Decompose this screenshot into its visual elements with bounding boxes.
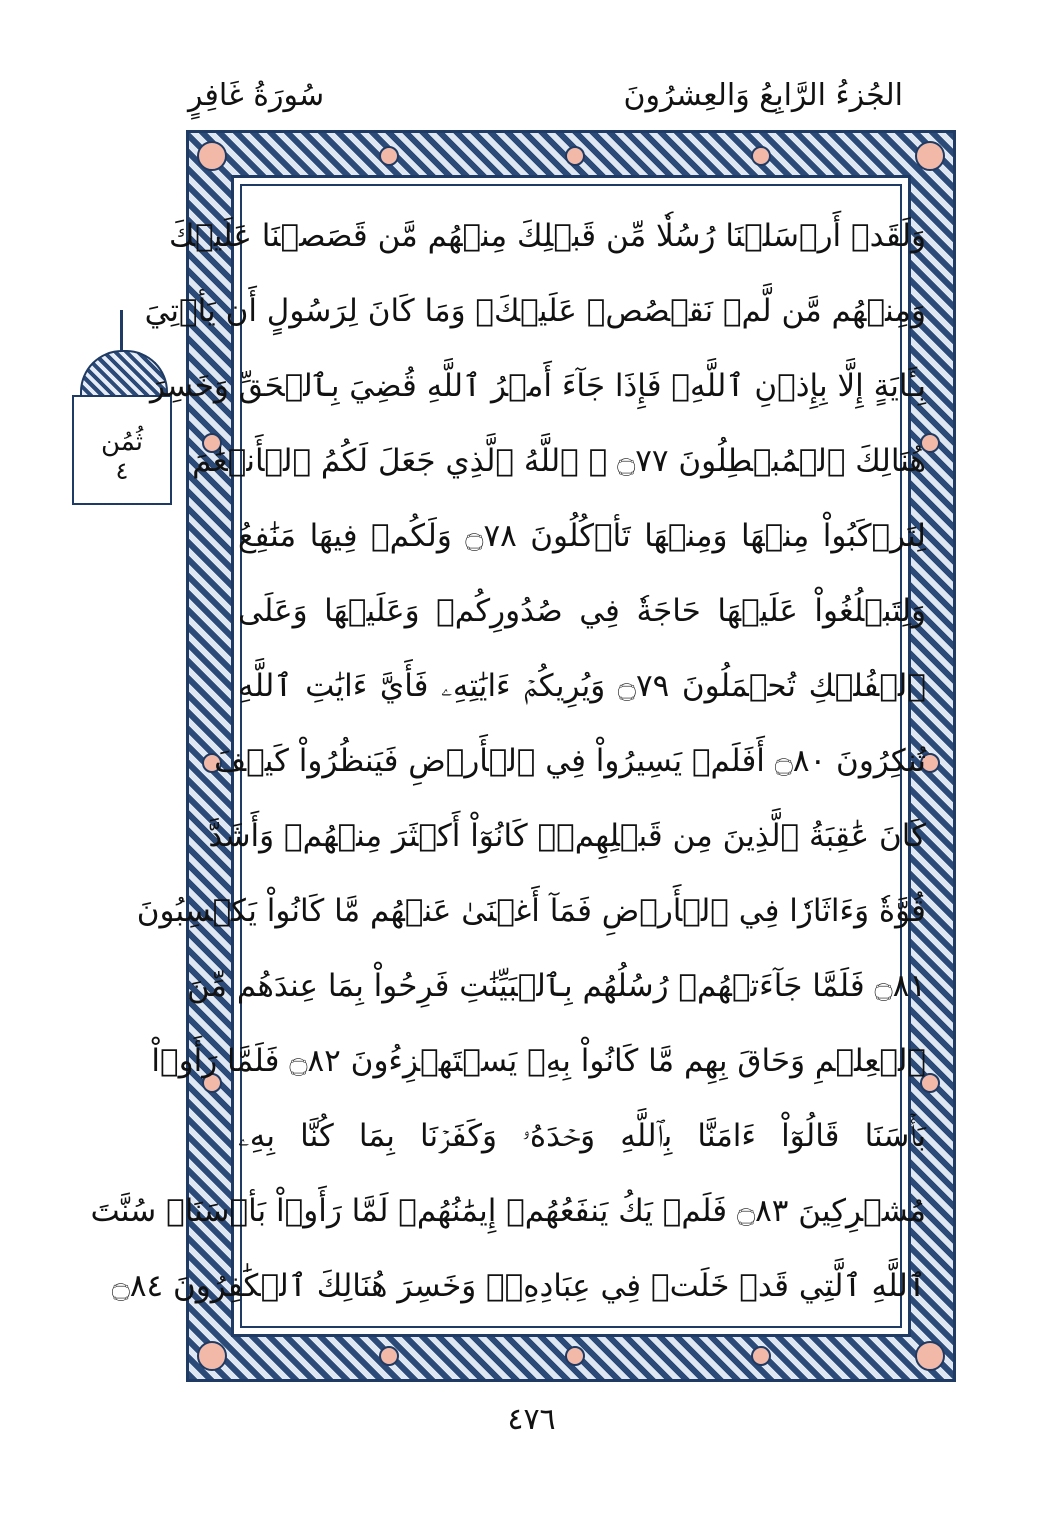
- corner-ornament: [915, 1341, 945, 1371]
- text-line: قُوَّةٗ وَءَاثَارٗا فِي ٱلۡأَرۡضِ فَمَآ أَغۡنَىٰ عَنۡهُم مَّا كَانُواْ يَكۡسِبُونَ: [136, 893, 926, 929]
- text-line: ٱللَّهِ ٱلَّتِي قَدۡ خَلَتۡ فِي عِبَادِهِۦۖ وَخَسِرَ هُنَالِكَ ٱلۡكَٰفِرُونَ ۝٨٤: [111, 1268, 926, 1304]
- marker-spire-ornament: [120, 310, 123, 352]
- text-line: وَلِتَبۡلُغُواْ عَلَيۡهَا حَاجَةٗ فِي صُدُورِكُمۡ وَعَلَيۡهَا وَعَلَى: [238, 593, 926, 629]
- text-line: بِـَٔايَةٍ إِلَّا بِإِذۡنِ ٱللَّهِۚ فَإِذَا جَآءَ أَمۡرُ ٱللَّهِ قُضِيَ بِٱلۡحَقِّ وَخَسِرَ: [150, 368, 926, 404]
- border-ornament: [379, 146, 399, 166]
- text-line: لِتَرۡكَبُواْ مِنۡهَا وَمِنۡهَا تَأۡكُلُونَ ۝٧٨ وَلَكُمۡ فِيهَا مَنَٰفِعُ: [238, 518, 926, 554]
- text-line: مُشۡرِكِينَ ۝٨٣ فَلَمۡ يَكُ يَنفَعُهُمۡ إِيمَٰنُهُمۡ لَمَّا رَأَوۡاْ بَأۡسَنَاۖ سُنَّتَ: [90, 1193, 926, 1229]
- border-ornament: [565, 146, 585, 166]
- text-line: كَانَ عَٰقِبَةُ ٱلَّذِينَ مِن قَبۡلِهِمۡۚ كَانُوٓاْ أَكۡثَرَ مِنۡهُمۡ وَأَشَدَّ: [208, 818, 926, 854]
- text-line: بَأۡسَنَا قَالُوٓاْ ءَامَنَّا بِٱللَّهِ وَحۡدَهُۥ وَكَفَرۡنَا بِمَا كُنَّا بِهِۦ: [238, 1118, 926, 1154]
- text-line: تُنكِرُونَ ۝٨٠ أَفَلَمۡ يَسِيرُواْ فِي ٱلۡأَرۡضِ فَيَنظُرُواْ كَيۡفَ: [214, 743, 926, 779]
- border-ornament: [751, 146, 771, 166]
- hizb-label: ثُمُن: [100, 427, 144, 457]
- text-line: ٱلۡفُلۡكِ تُحۡمَلُونَ ۝٧٩ وَيُرِيكُمۡ ءَايَٰتِهِۦ فَأَيَّ ءَايَٰتِ ٱللَّهِ: [238, 668, 926, 704]
- border-ornament: [751, 1346, 771, 1366]
- border-ornament: [565, 1346, 585, 1366]
- hizb-number: ٤: [115, 457, 129, 485]
- text-line: ۝٨١ فَلَمَّا جَآءَتۡهُمۡ رُسُلُهُم بِٱلۡبَيِّنَٰتِ فَرِحُواْ بِمَا عِندَهُم مِّنَ: [186, 968, 926, 1004]
- surah-title: سُورَةُ غَافِرٍ: [188, 78, 325, 113]
- text-line: هُنَالِكَ ٱلۡمُبۡطِلُونَ ۝٧٧ ۞ ٱللَّهُ ٱلَّذِي جَعَلَ لَكُمُ ٱلۡأَنۡعَٰمَ: [192, 443, 926, 479]
- text-line: ٱلۡعِلۡمِ وَحَاقَ بِهِم مَّا كَانُواْ بِهِۦ يَسۡتَهۡزِءُونَ ۝٨٢ فَلَمَّا رَأَوۡاْ: [151, 1043, 926, 1079]
- page-number: ٤٧٦: [507, 1402, 556, 1437]
- border-ornament: [379, 1346, 399, 1366]
- text-line: وَمِنۡهُم مَّن لَّمۡ نَقۡصُصۡ عَلَيۡكَۗ وَمَا كَانَ لِرَسُولٍ أَن يَأۡتِيَ: [144, 293, 926, 329]
- corner-ornament: [915, 141, 945, 171]
- juz-title: الجُزءُ الرَّابِعُ وَالعِشرُونَ: [623, 78, 903, 113]
- corner-ornament: [197, 1341, 227, 1371]
- corner-ornament: [197, 141, 227, 171]
- text-line: وَلَقَدۡ أَرۡسَلۡنَا رُسُلٗا مِّن قَبۡلِكَ مِنۡهُم مَّن قَصَصۡنَا عَلَيۡكَ: [169, 218, 926, 254]
